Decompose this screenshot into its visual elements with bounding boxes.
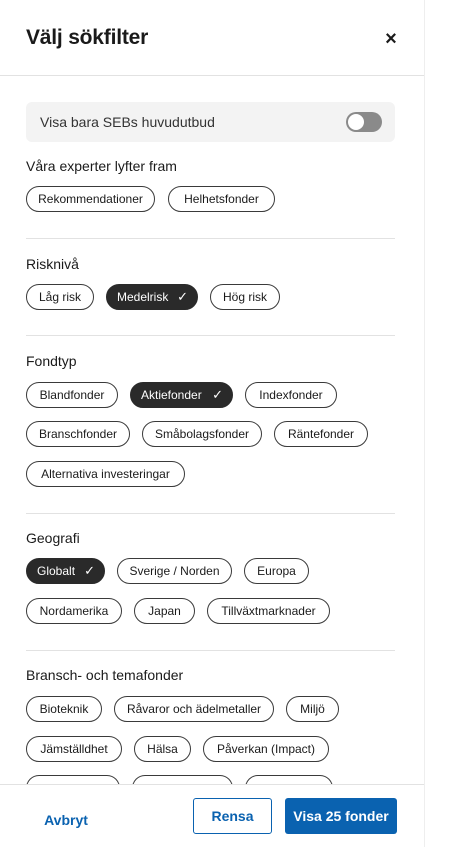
panel-footer (0, 784, 424, 848)
chip-bioteknik[interactable]: Bioteknik (26, 696, 102, 722)
chip-europa[interactable]: Europa (244, 558, 309, 584)
chip-rantefonder[interactable]: Räntefonder (274, 421, 368, 447)
panel-title: Välj sökfilter (26, 26, 149, 49)
main-offer-toggle-switch[interactable] (346, 112, 382, 132)
divider (26, 513, 395, 514)
main-offer-toggle-label: Visa bara SEBs huvudutbud (40, 114, 215, 130)
chip-nordamerika[interactable]: Nordamerika (26, 598, 122, 624)
toggle-knob (348, 114, 364, 130)
chip-smabolagsfonder[interactable]: Småbolagsfonder (142, 421, 262, 447)
section-title-industry: Bransch- och temafonder (26, 667, 184, 683)
chip-label: Globalt (37, 564, 76, 578)
chip-medelrisk[interactable] (106, 284, 198, 310)
chip-ravaror-och-adelmetaller[interactable]: Råvaror och ädelmetaller (114, 696, 274, 722)
divider (26, 650, 395, 651)
chip-partial[interactable] (245, 775, 333, 784)
filter-list[interactable] (0, 76, 424, 784)
section-title-experts: Våra experter lyfter fram (26, 158, 177, 174)
chip-aktiefonder[interactable] (130, 382, 233, 408)
chip-globalt[interactable] (26, 558, 105, 584)
section-title-fundtype: Fondtyp (26, 353, 77, 369)
chip-partial[interactable] (132, 775, 233, 784)
chip-branschfonder[interactable]: Branschfonder (26, 421, 130, 447)
chip-blandfonder[interactable]: Blandfonder (26, 382, 118, 408)
show-results-button[interactable]: Visa 25 fonder (285, 798, 397, 834)
main-offer-toggle-row (26, 102, 395, 142)
divider (26, 238, 395, 239)
chip-paverkan-impact[interactable]: Påverkan (Impact) (203, 736, 329, 762)
clear-button[interactable]: Rensa (193, 798, 272, 834)
checkmark-icon: ✓ (177, 289, 188, 304)
checkmark-icon: ✓ (212, 387, 223, 402)
chip-lag-risk[interactable]: Låg risk (26, 284, 94, 310)
chip-tillvaxtmarknader[interactable]: Tillväxtmarknader (207, 598, 330, 624)
section-title-geography: Geografi (26, 530, 80, 546)
chip-alternativa-investeringar[interactable]: Alternativa investeringar (26, 461, 185, 487)
chip-label: Medelrisk (117, 290, 169, 304)
chip-rekommendationer[interactable]: Rekommendationer (26, 186, 155, 212)
chip-hog-risk[interactable]: Hög risk (210, 284, 280, 310)
chip-jamstalldhet[interactable]: Jämställdhet (26, 736, 122, 762)
close-icon[interactable]: × (385, 28, 397, 50)
checkmark-icon: ✓ (84, 563, 95, 578)
chip-label: Aktiefonder (141, 388, 202, 402)
chip-helhetsfonder[interactable]: Helhetsfonder (168, 186, 275, 212)
chip-sverige-norden[interactable]: Sverige / Norden (117, 558, 232, 584)
cancel-button[interactable]: Avbryt (44, 812, 88, 828)
section-title-risk: Risknivå (26, 256, 79, 272)
chip-indexfonder[interactable]: Indexfonder (245, 382, 337, 408)
chip-partial[interactable] (26, 775, 120, 784)
chip-halsa[interactable]: Hälsa (134, 736, 191, 762)
divider (26, 335, 395, 336)
panel-header (0, 0, 424, 76)
chip-japan[interactable]: Japan (134, 598, 195, 624)
chip-miljo[interactable]: Miljö (286, 696, 339, 722)
